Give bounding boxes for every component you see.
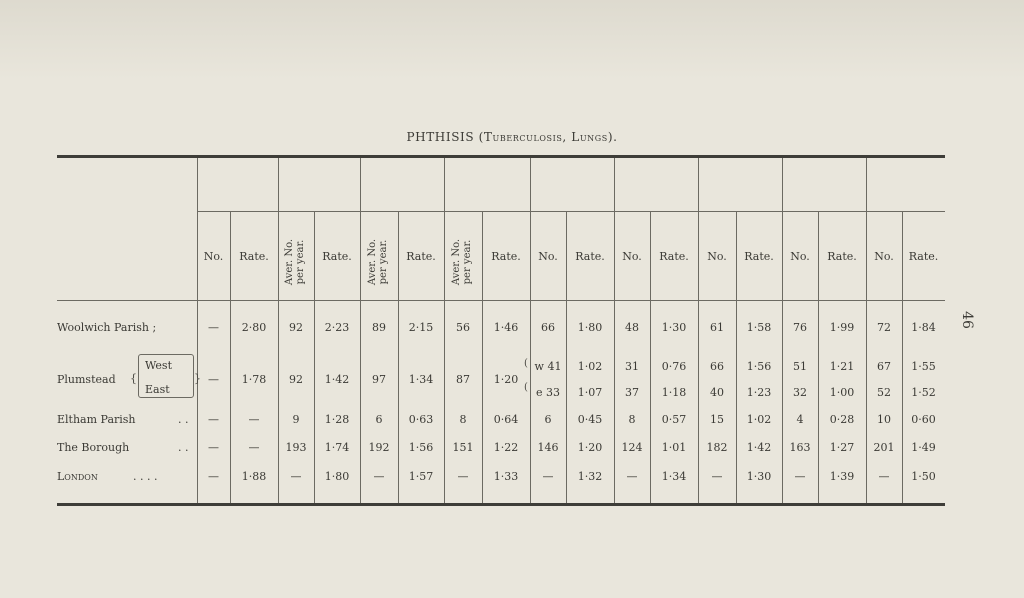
table-cell: 1·23 [746, 386, 772, 399]
table-cell: — [794, 470, 806, 483]
table-cell: 2·15 [408, 321, 434, 334]
rate-header: Rate. [659, 250, 689, 263]
page-number: 46 [958, 311, 975, 329]
table-cell: 72 [877, 321, 891, 334]
table-cell: 1·49 [911, 441, 936, 454]
plumstead-cell: 1·34 [408, 373, 434, 386]
table-cell: 1·22 [493, 441, 519, 454]
table-cell: — [626, 470, 638, 483]
table-cell: — [208, 413, 219, 426]
table-cell: 151 [452, 441, 474, 454]
rate-header: Rate. [491, 250, 521, 263]
east-label: East [145, 383, 170, 396]
table-cell: 67 [877, 360, 891, 373]
table-cell: 66 [541, 321, 555, 334]
table-cell: 6 [544, 413, 552, 426]
table-cell: 1·33 [493, 470, 519, 483]
table-cell: 1·21 [829, 360, 855, 373]
table-cell: 163 [789, 441, 811, 454]
aver-line-2: per year. [378, 239, 389, 285]
aver-line-1: Aver. No. [284, 238, 295, 286]
subheader-divider [57, 300, 945, 301]
table-cell: 0·45 [577, 413, 603, 426]
row-label: Woolwich Parish ; [57, 321, 157, 334]
show-through-shadow [0, 0, 1024, 80]
plumstead-cell: — [208, 373, 219, 386]
table-cell: 146 [537, 441, 559, 454]
plumstead-label: Plumstead [57, 373, 116, 386]
table-cell: 1·30 [661, 321, 687, 334]
table-cell: 32 [793, 386, 807, 399]
table-cell: 52 [877, 386, 891, 399]
no-header: No. [790, 250, 810, 263]
table-cell: 0·57 [661, 413, 687, 426]
table-cell: 4 [796, 413, 804, 426]
table-cell: — [542, 470, 554, 483]
table-cell: — [878, 470, 890, 483]
table-cell: 201 [873, 441, 895, 454]
table-cell: 193 [285, 441, 307, 454]
no-header: No. [538, 250, 558, 263]
west-label: West [145, 359, 172, 372]
row-label: The Borough [57, 441, 130, 454]
table-cell: 37 [625, 386, 639, 399]
rate-header: Rate. [575, 250, 605, 263]
no-header: No. [707, 250, 727, 263]
plumstead-cell: 97 [372, 373, 386, 386]
table-cell: 0·28 [829, 413, 855, 426]
table-cell: 1·34 [661, 470, 687, 483]
table-cell: 51 [793, 360, 807, 373]
table-cell: — [208, 470, 219, 483]
table-top-rule [57, 155, 945, 158]
table-cell: 1·00 [829, 386, 855, 399]
aver-no-header [284, 222, 308, 302]
table-cell: 1·56 [746, 360, 772, 373]
table-cell: 66 [710, 360, 724, 373]
table-cell: 1·28 [324, 413, 350, 426]
table-cell: 61 [710, 321, 724, 334]
table-cell: 1·52 [911, 386, 936, 399]
table-cell: 8 [628, 413, 636, 426]
table-cell: 2·80 [241, 321, 267, 334]
title-subtitle: (Tuberculosis, Lungs). [478, 130, 618, 144]
table-cell: 9 [292, 413, 300, 426]
table-cell: — [373, 470, 385, 483]
table-cell: 1·32 [577, 470, 603, 483]
table-cell: 192 [368, 441, 390, 454]
row-dots: . . . . [133, 470, 158, 483]
plumstead-cell: 87 [456, 373, 470, 386]
table-cell: 10 [877, 413, 891, 426]
table-cell: 15 [710, 413, 724, 426]
aver-line-1: Aver. No. [451, 238, 462, 286]
table-cell: 1·74 [324, 441, 350, 454]
brace-left: { [130, 372, 137, 385]
table-cell: 31 [625, 360, 639, 373]
row-label: London [57, 470, 98, 483]
table-cell: 1·88 [241, 470, 267, 483]
table-cell: 1·55 [911, 360, 936, 373]
rate-header: Rate. [322, 250, 352, 263]
rate-header: Rate. [406, 250, 436, 263]
table-cell: 182 [706, 441, 728, 454]
rate-header: Rate. [239, 250, 269, 263]
table-cell: 1·50 [911, 470, 936, 483]
table-cell: 1·42 [746, 441, 772, 454]
table-cell: 40 [710, 386, 724, 399]
brace-right: } [194, 372, 201, 385]
plumstead-cell: 1·20 [493, 373, 519, 386]
table-cell: 8 [459, 413, 467, 426]
table-cell: 1·56 [408, 441, 434, 454]
table-cell: — [248, 413, 260, 426]
table-cell: — [457, 470, 469, 483]
table-cell: 1·02 [746, 413, 772, 426]
table-cell: 92 [289, 321, 303, 334]
row-label: Eltham Parish [57, 413, 136, 426]
table-cell: — [248, 441, 260, 454]
no-header: No. [874, 250, 894, 263]
table-cell: 1·07 [577, 386, 603, 399]
aver-no-header [451, 222, 475, 302]
no-header: No. [622, 250, 642, 263]
rate-header: Rate. [827, 250, 857, 263]
bracket-1911: ( [524, 358, 528, 369]
table-cell: 1·99 [829, 321, 855, 334]
table-cell: 1·01 [661, 441, 687, 454]
table-cell: 1·84 [911, 321, 936, 334]
table-cell: 89 [372, 321, 386, 334]
table-cell: 1·18 [661, 386, 687, 399]
table-cell: — [290, 470, 302, 483]
title-main: PHTHISIS [406, 130, 475, 144]
row-dots: . . [178, 413, 189, 426]
table-cell: 1·20 [577, 441, 603, 454]
table-cell: 124 [621, 441, 643, 454]
rate-header: Rate. [744, 250, 774, 263]
table-cell: 0·64 [493, 413, 519, 426]
row-dots: . . [178, 441, 189, 454]
table-cell: 1·27 [829, 441, 855, 454]
table-cell: 1·57 [408, 470, 434, 483]
table-cell: — [208, 321, 219, 334]
table-cell: w 41 [534, 360, 562, 373]
table-cell: 1·46 [493, 321, 519, 334]
header-divider [197, 211, 945, 212]
table-cell: 1·80 [324, 470, 350, 483]
bracket-1911-b: ( [524, 382, 528, 393]
plumstead-cell: 1·78 [241, 373, 267, 386]
table-cell: 1·39 [829, 470, 855, 483]
table-cell: 48 [625, 321, 639, 334]
table-cell: 1·30 [746, 470, 772, 483]
aver-no-header [367, 222, 391, 302]
table-bottom-rule [57, 503, 945, 506]
table-cell: 1·02 [577, 360, 603, 373]
no-header: No. [203, 250, 224, 263]
table-title [0, 130, 1024, 144]
plumstead-cell: 92 [289, 373, 303, 386]
aver-line-2: per year. [462, 239, 473, 285]
aver-line-2: per year. [295, 239, 306, 285]
table-cell: 0·60 [911, 413, 936, 426]
table-cell: 0·63 [408, 413, 434, 426]
table-cell: 1·58 [746, 321, 772, 334]
table-cell: — [208, 441, 219, 454]
table-cell: 2·23 [324, 321, 350, 334]
rate-header: Rate. [908, 250, 939, 263]
table-cell: 76 [793, 321, 807, 334]
table-cell: 56 [456, 321, 470, 334]
table-cell: 0·76 [661, 360, 687, 373]
table-cell: e 33 [535, 386, 560, 399]
table-cell: 1·80 [577, 321, 603, 334]
table-cell: 6 [375, 413, 383, 426]
table-cell: — [711, 470, 723, 483]
aver-line-1: Aver. No. [367, 238, 378, 286]
plumstead-cell: 1·42 [324, 373, 350, 386]
